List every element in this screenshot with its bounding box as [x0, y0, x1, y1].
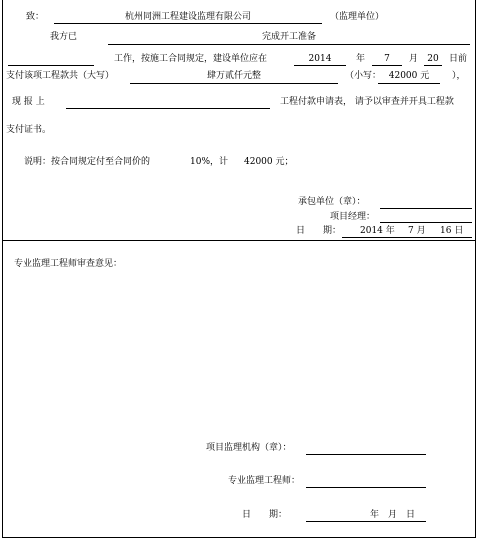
pay-month: 7 — [384, 54, 390, 64]
date-year: 2014 年 — [360, 226, 395, 236]
small-close: ）， — [452, 71, 466, 81]
pay-label: 支付该项工程款共（大写） — [6, 71, 115, 81]
review-title: 专业监理工程师审查意见： — [14, 259, 123, 269]
review-date-label: 日 期： — [242, 510, 288, 520]
review-date-value: 年 月 日 — [370, 510, 416, 520]
day-underline — [424, 65, 442, 66]
report-suffix: 工程付款申请表， 请予以审查并开具工程款 — [280, 97, 454, 107]
amount-words-underline — [130, 83, 338, 84]
pay-year: 2014 — [308, 54, 332, 64]
small-label: （小写： — [345, 71, 382, 81]
date-month: 7 月 — [408, 226, 426, 236]
to-label: 致： — [26, 12, 45, 22]
work-item-underline — [108, 44, 470, 45]
pm-label: 项目经理： — [330, 212, 376, 222]
pay-day: 20 — [427, 54, 439, 64]
work-item: 完成开工准备 — [261, 32, 316, 42]
org-underline — [306, 454, 426, 455]
clause-text: 工作，按施工合同规定，建设单位应在 — [114, 54, 268, 64]
year-unit: 年 — [356, 54, 366, 64]
org-label: 项目监理机构（章）： — [206, 443, 292, 453]
review-date-underline — [306, 521, 426, 522]
day-unit: 日前 — [449, 54, 468, 64]
report-label: 现 报 上 — [12, 97, 45, 107]
amount-number: 42000 元 — [388, 71, 430, 81]
year-underline — [294, 65, 346, 66]
engineer-underline — [306, 487, 426, 488]
company-suffix: （监理单位） — [330, 12, 385, 22]
company-name: 杭州同洲工程建设监理有限公司 — [124, 12, 251, 22]
engineer-label: 专业监理工程师： — [228, 476, 301, 486]
pm-underline — [380, 222, 472, 223]
company-underline — [54, 23, 322, 24]
contractor-underline — [380, 208, 472, 209]
note-label: 说明：按合同规定付至合同价的 — [24, 157, 151, 167]
month-underline — [372, 65, 402, 66]
amount-number-underline — [378, 83, 440, 84]
note-percent: 10%，计 — [190, 157, 229, 167]
report-underline — [66, 108, 270, 109]
amount-words: 肆万贰仟元整 — [206, 71, 261, 81]
work-item-continuation-underline — [8, 65, 94, 66]
we-label: 我方已 — [50, 32, 78, 42]
date-label: 日 期： — [296, 226, 342, 236]
date-day: 16 日 — [440, 226, 464, 236]
contractor-label: 承包单位（章）： — [298, 197, 366, 207]
cert-text: 支付证书。 — [6, 125, 52, 135]
date-underline — [342, 237, 472, 238]
note-amount: 42000 元； — [244, 157, 294, 167]
month-unit: 月 — [409, 54, 419, 64]
section-divider — [2, 240, 476, 241]
